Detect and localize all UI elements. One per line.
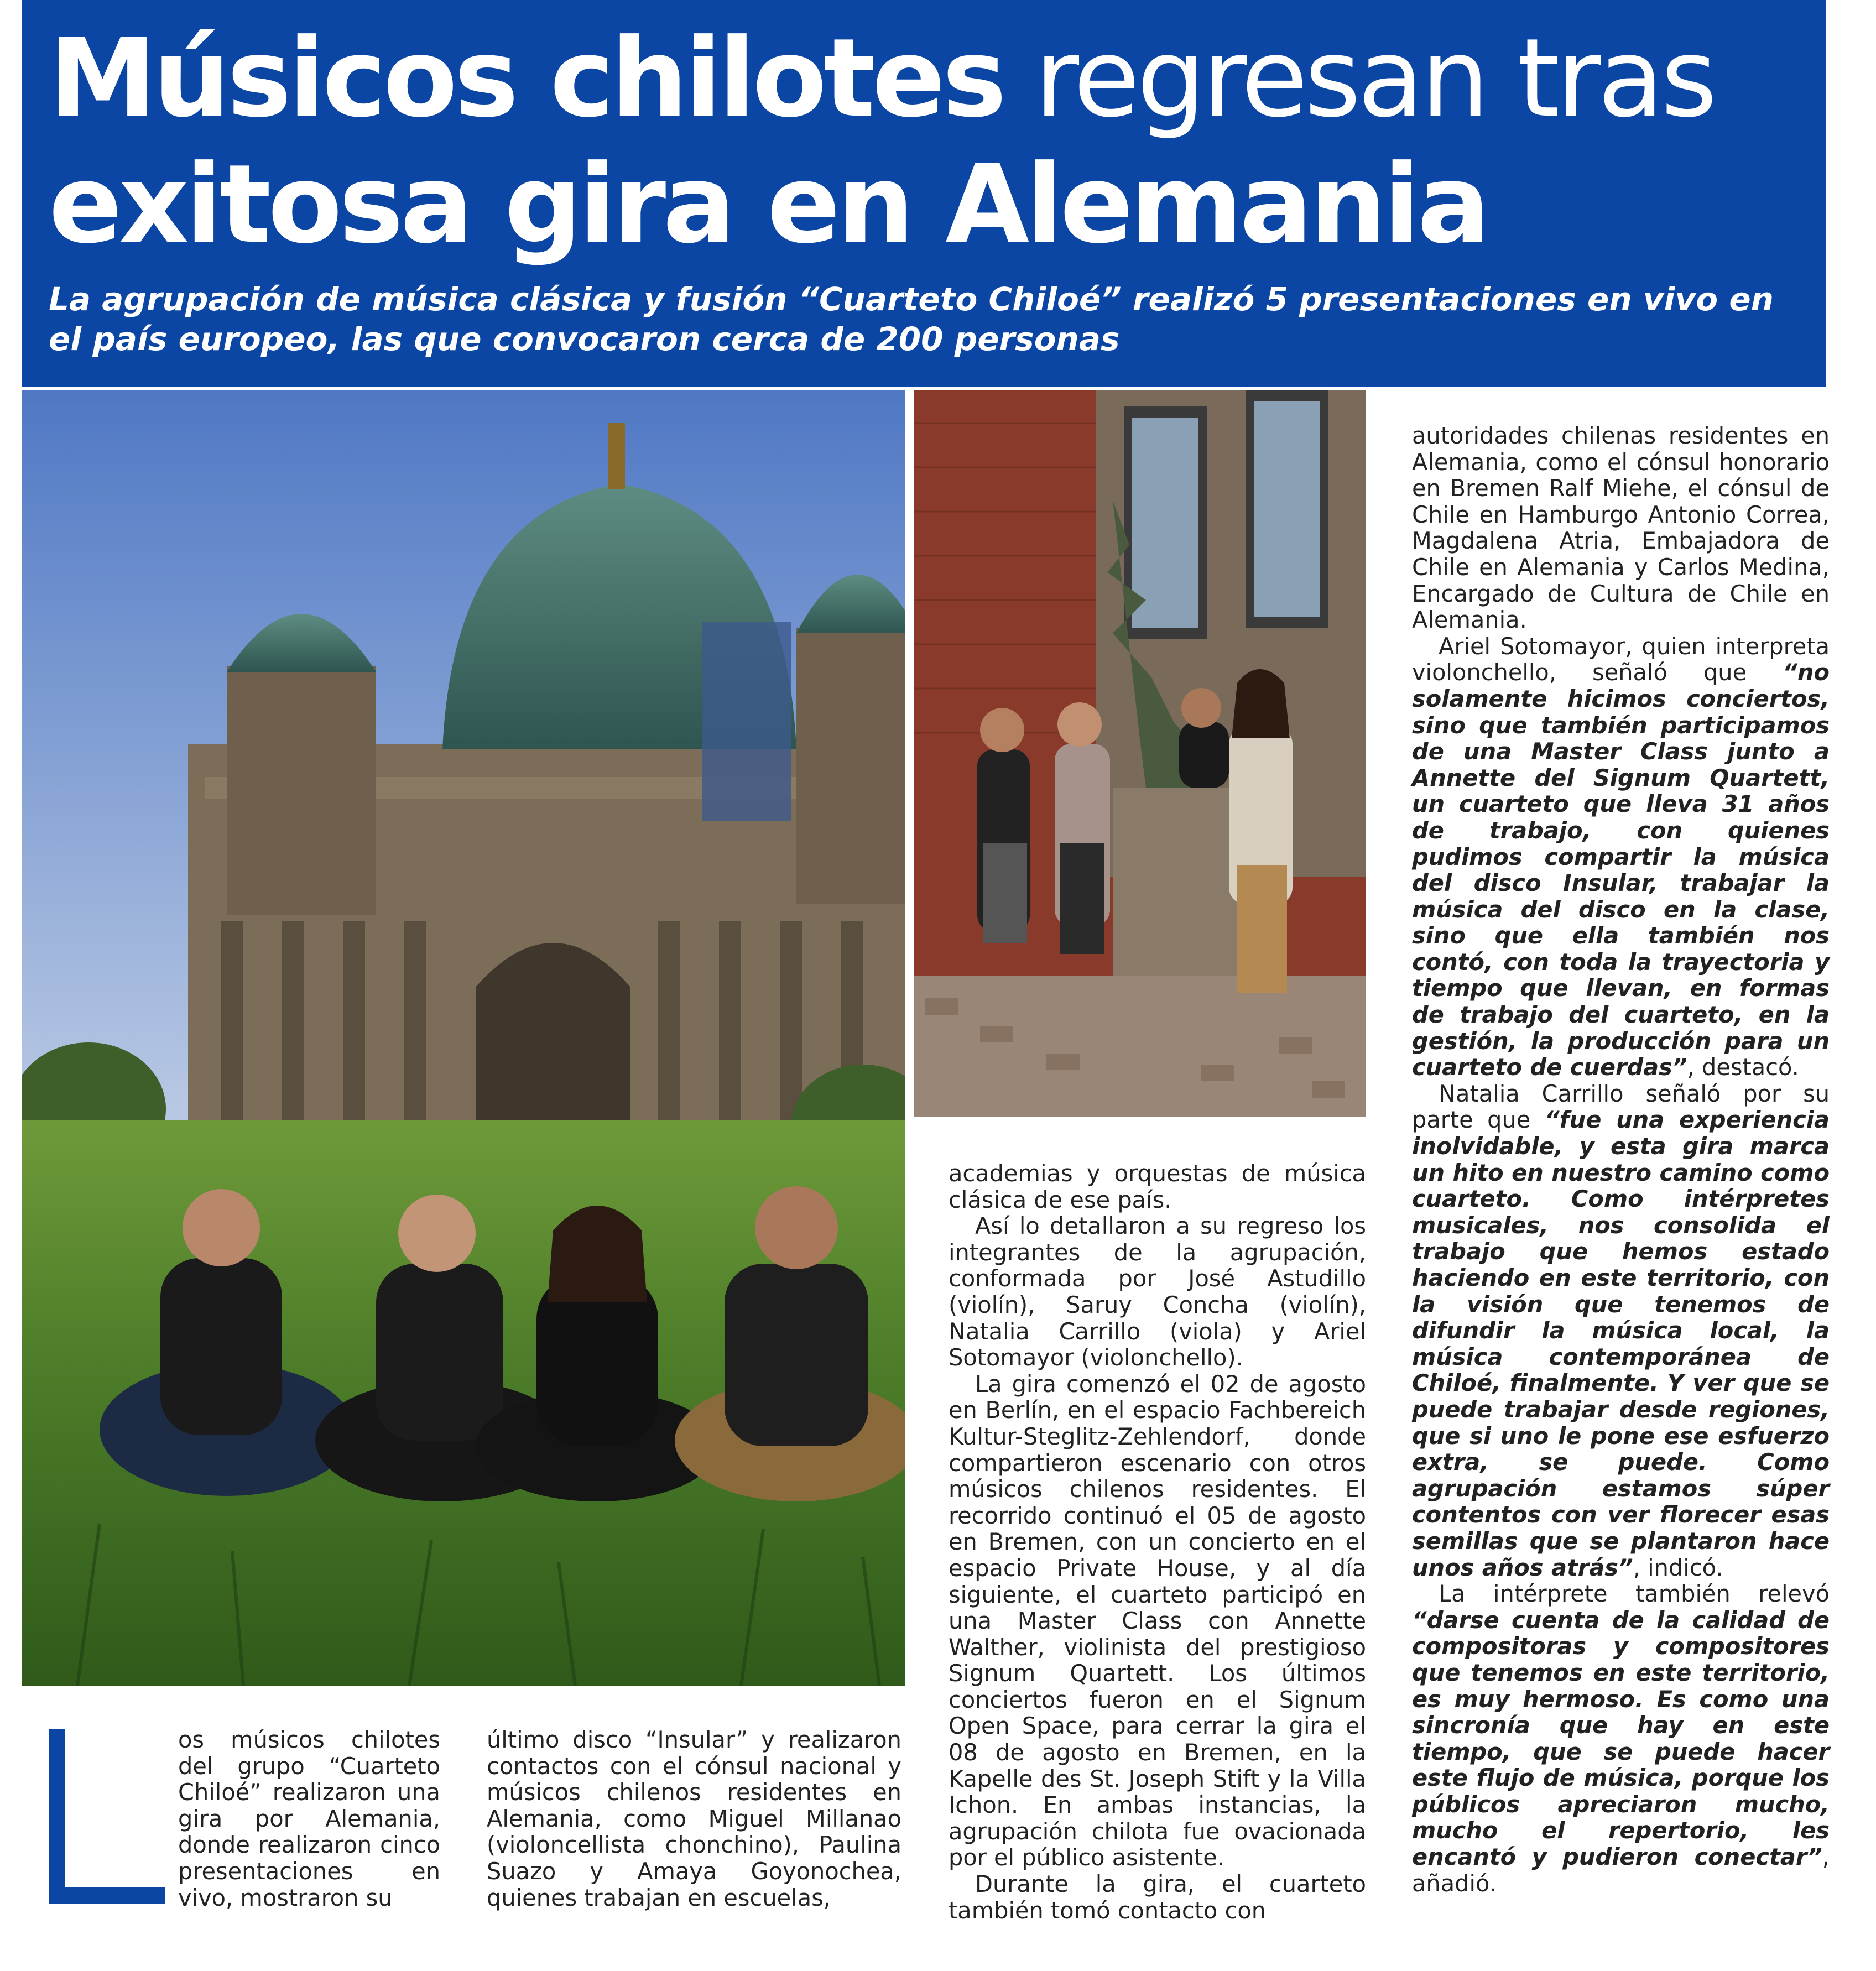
headline-banner [22,0,1826,387]
quote-lead: Ariel Sotomayor, quien interpreta violonchello, señaló que [1412,632,1830,686]
bremen-photo [914,390,1366,1117]
body-paragraph: Durante la gira, el cuarteto también tomó contacto con [949,1870,1366,1924]
quote-lead: Natalia Carrillo señaló por su parte que [1412,1080,1830,1134]
bremen-photo-illustration [914,390,1366,1117]
headline-part-2: regresan tras [1003,15,1715,142]
berlin-photo-illustration [22,390,905,1686]
quote-text: “darse cuenta de la calidad de compositoras y compositores que tenemos en este territorio, es muy hermoso. Es como una sincronía que hay en este tiempo, que se puede hacer este flujo de música, porque los públicos apreciaron mucho, mucho el repertorio, les encantó y pudieron conectar” [1412,1606,1830,1871]
quote-paragraph-carrillo [1412,1081,1830,1581]
body-column-2 [487,1727,901,1911]
quote-tail: , destacó. [1687,1054,1799,1081]
body-paragraph: último disco “Insular” y realizaron contactos con el cónsul nacional y músicos chilenos residentes en Alemania, como Miguel Millanao (violoncellista chonchino), Paulina Suazo y Amaya Goyonochea, quienes trabajan en escuelas, [487,1726,901,1911]
quote-text: “no solamente hicimos conciertos, sino que también participamos de una Master Class junto a Annette del Signum Quartett, un cuarteto que lleva 31 años de trabajo, con quienes pudimos compartir la música del disco Insular, trabajar la música del disco en la clase, sino que ella también nos contó, con toda la trayectoria y tiempo que llevan, en formas de trabajo del cuarteto, en la gestión, la producción para un cuarteto de cuerdas” [1412,659,1830,1081]
quote-paragraph-sotomayor [1412,633,1830,1081]
body-column-3 [949,1160,1366,1923]
berlin-photo [22,390,905,1686]
body-paragraph: La gira comenzó el 02 de agosto en Berlín, en el espacio Fachbereich Kultur-Steglitz-Zehlendorf, donde compartieron escenario con otros músicos chilenos residentes. El recorrido continuó el 05 de agosto en Bremen, con un concierto en el espacio Private House, y al día siguiente, el cuarteto participó en una Master Class con Annette Walther, violinista del prestigioso Signum Quartett. Los últimos conciertos fueron en el Signum Open Space, para cerrar la gira el 08 de agosto en Bremen, en la Kapelle des St. Joseph Stift y la Villa Ichon. En ambas instancias, la agrupación chilota fue ovacionada por el público asistente. [949,1370,1366,1871]
quote-tail: , añadió. [1412,1843,1830,1897]
body-column-4 [1412,423,1830,1896]
body-paragraph: academias y orquestas de música clásica de ese país. [949,1160,1366,1213]
body-paragraph: autoridades chilenas residentes en Alemania, como el cónsul honorario en Bremen Ralf Miehe, el cónsul de Chile en Hamburgo Antonio Correa, Magdalena Atria, Embajadora de Chile en Alemania y Carlos Medina, Encargado de Cultura de Chile en Alemania. [1412,422,1830,634]
quote-lead: La intérprete también relevó [1439,1580,1830,1608]
headline-part-3: exitosa gira en Alemania [49,142,1487,268]
dropcap-L-foot [49,1887,165,1904]
quote-paragraph-interprete [1412,1581,1830,1896]
quote-text: “fue una experiencia inolvidable, y esta gira marca un hito en nuestro camino como cuarteto. Como intérpretes musicales, nos consolida el trabajo que hemos estado haciendo en este territorio, con la visión que tenemos de difundir la música local, la música contemporánea de Chiloé, finalmente. Y ver que se puede trabajar desde regiones, que si uno le pone ese esfuerzo extra, se puede. Como agrupación estamos súper contentos con ver florecer esas semillas que se plantaron hace unos años atrás” [1412,1106,1830,1581]
headline [49,15,1818,268]
dropcap-L [49,1729,65,1904]
subheadline: La agrupación de música clásica y fusión “Cuarteto Chiloé” realizó 5 presentaciones en vivo en el país europeo, las que convocaron cerca de 200 personas [49,280,1774,358]
quote-tail: , indicó. [1633,1553,1723,1581]
body-paragraph: os músicos chilotes del grupo “Cuarteto Chiloé” realizaron una gira por Alemania, donde realizaron cinco presentaciones en vivo, mostraron su [178,1726,440,1911]
body-paragraph: Así lo detallaron a su regreso los integrantes de la agrupación, conformada por José Astudillo (violín), Saruy Concha (violín), Natalia Carrillo (viola) y Ariel Sotomayor (violonchello). [949,1212,1366,1372]
body-column-1 [178,1727,440,1911]
headline-part-1: Músicos chilotes [49,15,1004,142]
